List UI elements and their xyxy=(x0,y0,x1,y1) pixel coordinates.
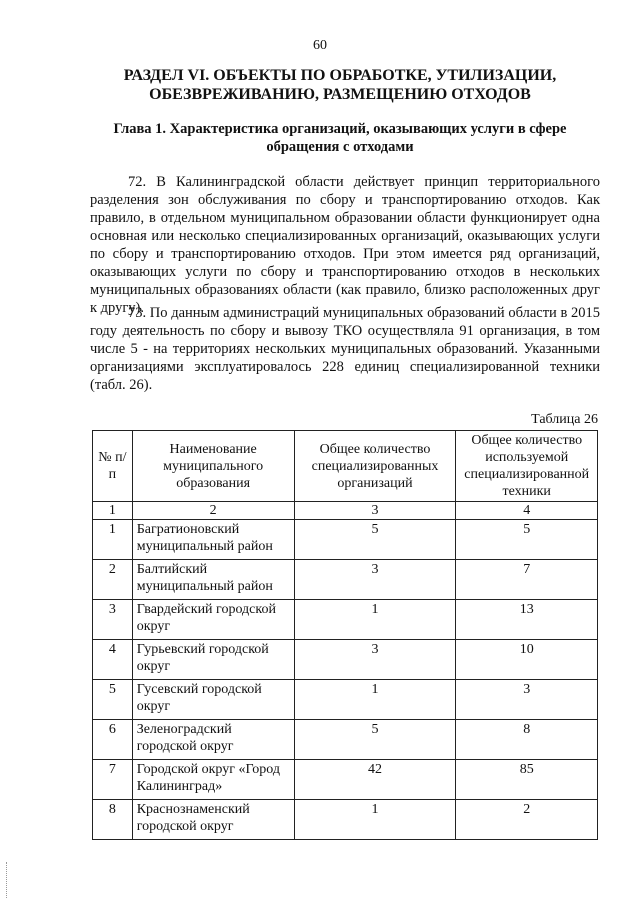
column-number: 4 xyxy=(456,502,598,520)
table-row xyxy=(93,640,598,680)
header-org-count: Общее количество специализированных организаций xyxy=(294,431,456,502)
vehicle-count: 2 xyxy=(456,800,598,840)
org-count: 3 xyxy=(294,640,456,680)
column-number: 3 xyxy=(294,502,456,520)
municipality-name: Зеленоградский городской округ xyxy=(132,720,294,760)
table-row xyxy=(93,800,598,840)
org-count: 42 xyxy=(294,760,456,800)
header-number: № п/п xyxy=(93,431,133,502)
municipality-name: Краснознаменский городской округ xyxy=(132,800,294,840)
org-count: 1 xyxy=(294,680,456,720)
column-number: 1 xyxy=(93,502,133,520)
column-number-row xyxy=(93,502,598,520)
vehicle-count: 13 xyxy=(456,600,598,640)
section-title: РАЗДЕЛ VI. ОБЪЕКТЫ ПО ОБРАБОТКЕ, УТИЛИЗАЦИИ, ОБЕЗВРЕЖИВАНИЮ, РАЗМЕЩЕНИЮ ОТХОДОВ xyxy=(123,67,557,103)
org-count: 3 xyxy=(294,560,456,600)
vehicle-count: 85 xyxy=(456,760,598,800)
table-row xyxy=(93,720,598,760)
org-count: 1 xyxy=(294,800,456,840)
row-number: 4 xyxy=(93,640,133,680)
vehicle-count: 7 xyxy=(456,560,598,600)
page-number: 60 xyxy=(313,38,327,53)
paragraph-72: 72. В Калининградской области действует принцип территориального разделения зон обслуживания по сбору и транспортированию отходов. Как правило, в отдельном муниципальном образовании области функционирует одна основная или несколько специализированных организаций, оказывающих услуги по сбору и транспортированию отходов. При этом имеется ряд организаций, оказывающих услуги по сбору и транспортированию отходов в нескольких муниципальных образованиях области (как правило, близко расположенных друг к другу). xyxy=(90,174,600,316)
scan-margin-mark xyxy=(6,862,11,898)
row-number: 3 xyxy=(93,600,133,640)
paragraph-73: 73. По данным администраций муниципальных образований области в 2015 году деятельность по сбору и вывозу ТКО осуществляла 91 организация, в том числе 5 - на территориях нескольких муниципальных образований. Указанными организациями эксплуатировалось 228 единиц специализированной техники (табл. 26). xyxy=(90,305,600,393)
row-number: 2 xyxy=(93,560,133,600)
header-municipality: Наименование муниципального образования xyxy=(132,431,294,502)
org-count: 5 xyxy=(294,520,456,560)
table-caption: Таблица 26 xyxy=(531,412,598,427)
header-vehicle-count: Общее количество используемой специализированной техники xyxy=(456,431,598,502)
row-number: 7 xyxy=(93,760,133,800)
vehicle-count: 5 xyxy=(456,520,598,560)
vehicle-count: 10 xyxy=(456,640,598,680)
chapter-title: Глава 1. Характеристика организаций, оказывающих услуги в сфере обращения с отходами xyxy=(113,121,567,155)
table-row xyxy=(93,600,598,640)
municipality-name: Гурьевский городской округ xyxy=(132,640,294,680)
data-table xyxy=(92,430,598,840)
table-row xyxy=(93,560,598,600)
row-number: 5 xyxy=(93,680,133,720)
municipality-name: Городской округ «Город Калининград» xyxy=(132,760,294,800)
municipality-name: Багратионовский муниципальный район xyxy=(132,520,294,560)
table-row xyxy=(93,680,598,720)
municipality-name: Балтийский муниципальный район xyxy=(132,560,294,600)
table-header-row xyxy=(93,431,598,502)
row-number: 6 xyxy=(93,720,133,760)
vehicle-count: 3 xyxy=(456,680,598,720)
row-number: 1 xyxy=(93,520,133,560)
table-row xyxy=(93,520,598,560)
table-row xyxy=(93,760,598,800)
org-count: 1 xyxy=(294,600,456,640)
row-number: 8 xyxy=(93,800,133,840)
municipality-name: Гвардейский городской округ xyxy=(132,600,294,640)
org-count: 5 xyxy=(294,720,456,760)
column-number: 2 xyxy=(132,502,294,520)
vehicle-count: 8 xyxy=(456,720,598,760)
municipality-name: Гусевский городской округ xyxy=(132,680,294,720)
